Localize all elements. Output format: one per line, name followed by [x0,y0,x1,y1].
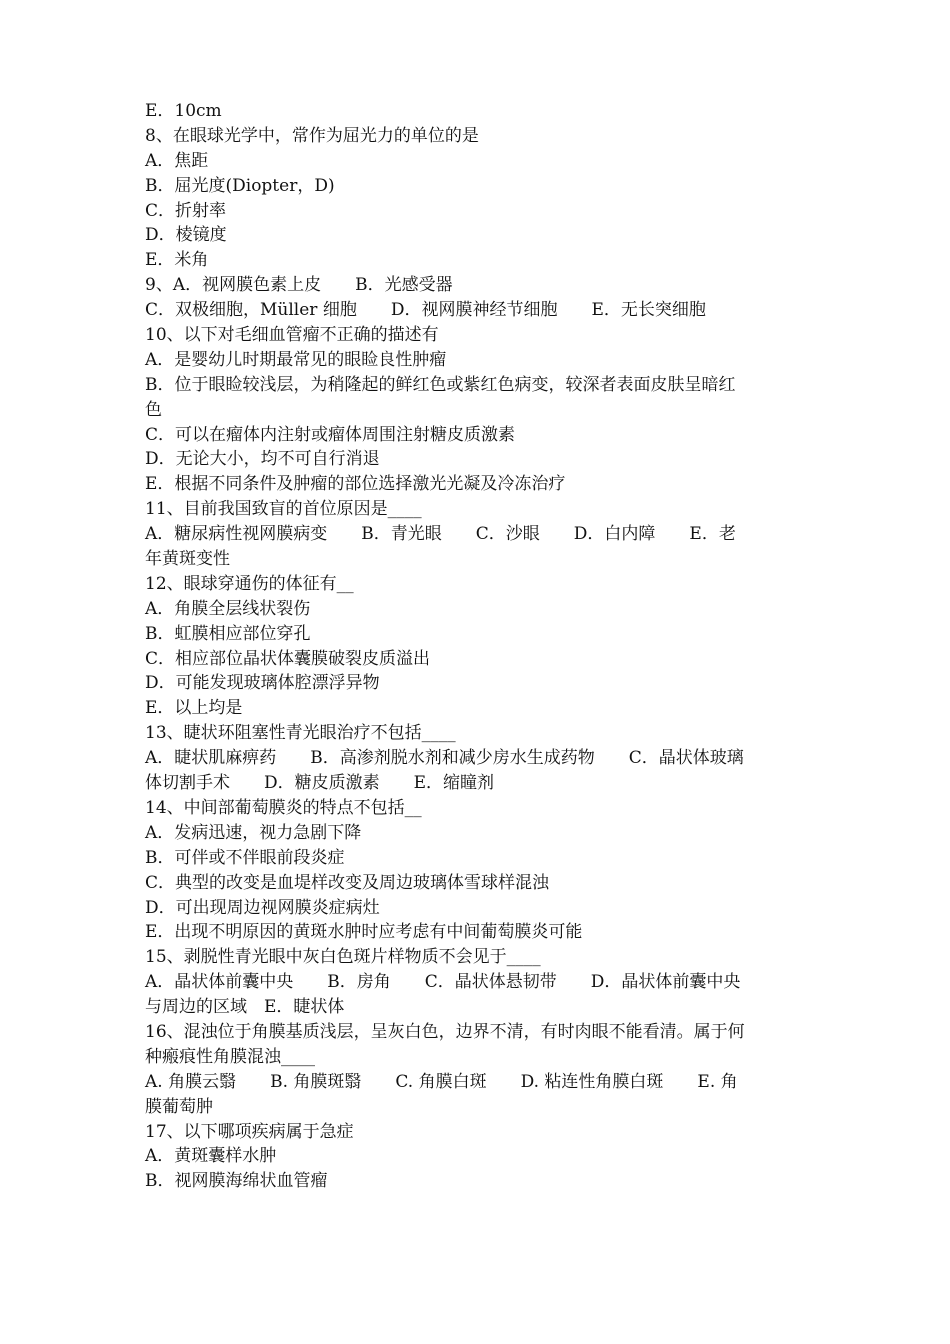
text-line: 体切割手术 D．糖皮质激素 E．缩瞳剂 [145,773,495,794]
text-line: E．10cm [145,101,222,121]
text-line: B．视网膜海绵状血管瘤 [145,1171,328,1192]
text-line: E．以上均是 [145,698,243,719]
text-line: D．可能发现玻璃体腔漂浮异物 [145,673,380,694]
text-line: B．屈光度(Diopter，D) [145,175,335,196]
text-line: A．焦距 [145,150,209,171]
text-line: 与周边的区域 E．睫状体 [145,997,345,1018]
text-line: A．睫状肌麻痹药 B．高渗剂脱水剂和减少房水生成药物 C．晶状体玻璃 [145,748,744,769]
text-line: D．无论大小，均不可自行消退 [145,449,380,470]
text-line: 8、在眼球光学中，常作为屈光力的单位的是 [145,125,479,146]
text-line: E．出现不明原因的黄斑水肿时应考虑有中间葡萄膜炎可能 [145,922,583,943]
text-line: A．发病迅速，视力急剧下降 [145,822,362,843]
text-line: A．黄斑囊样水肿 [145,1146,277,1167]
text-line: A. 角膜云翳 B. 角膜斑翳 C. 角膜白斑 D. 粘连性角膜白斑 E. 角 [145,1071,738,1092]
text-line: D．可出现周边视网膜炎症病灶 [145,897,380,918]
text-line: 13、睫状环阻塞性青光眼治疗不包括____ [145,723,456,744]
text-line: B．位于眼睑较浅层，为稍隆起的鲜红色或紫红色病变，较深者表面皮肤呈暗红 [145,374,736,395]
text-line: C．典型的改变是血堤样改变及周边玻璃体雪球样混浊 [145,872,550,893]
text-line: 10、以下对毛细血管瘤不正确的描述有 [145,325,439,346]
text-line: A．糖尿病性视网膜病变 B．青光眼 C．沙眼 D．白内障 E．老 [145,524,736,545]
text-line: C．双极细胞，Müller 细胞 D．视网膜神经节细胞 E．无长突细胞 [145,300,706,321]
text-line: A．角膜全层线状裂伤 [145,598,311,619]
text-line: B．可伴或不伴眼前段炎症 [145,847,345,868]
text-line: C．相应部位晶状体囊膜破裂皮质溢出 [145,648,431,669]
question-text-body [145,99,815,1194]
text-line: 色 [145,399,162,420]
text-line: D．棱镜度 [145,225,227,246]
text-line: 种瘢痕性角膜混浊____ [145,1046,315,1067]
text-line: 11、目前我国致盲的首位原因是____ [145,499,422,520]
text-line: 膜葡萄肿 [145,1096,213,1117]
text-line: 9、A．视网膜色素上皮 B．光感受器 [145,275,453,296]
text-line: C．可以在瘤体内注射或瘤体周围注射糖皮质激素 [145,424,516,445]
text-line: 15、剥脱性青光眼中灰白色斑片样物质不会见于____ [145,947,541,968]
text-line: 14、中间部葡萄膜炎的特点不包括__ [145,797,422,818]
text-line: A．晶状体前囊中央 B．房角 C．晶状体悬韧带 D．晶状体前囊中央 [145,972,741,993]
text-line: E．米角 [145,250,209,271]
text-line: 17、以下哪项疾病属于急症 [145,1121,354,1142]
text-line: A．是婴幼儿时期最常见的眼睑良性肿瘤 [145,349,447,370]
text-line: 年黄斑变性 [145,549,230,570]
text-line: C．折射率 [145,200,227,221]
text-line: B．虹膜相应部位穿孔 [145,623,311,644]
text-line: 12、眼球穿通伤的体征有__ [145,573,354,594]
text-line: E．根据不同条件及肿瘤的部位选择激光光凝及冷冻治疗 [145,474,566,495]
text-line: 16、混浊位于角膜基质浅层，呈灰白色，边界不清，有时肉眼不能看清。属于何 [145,1021,745,1042]
